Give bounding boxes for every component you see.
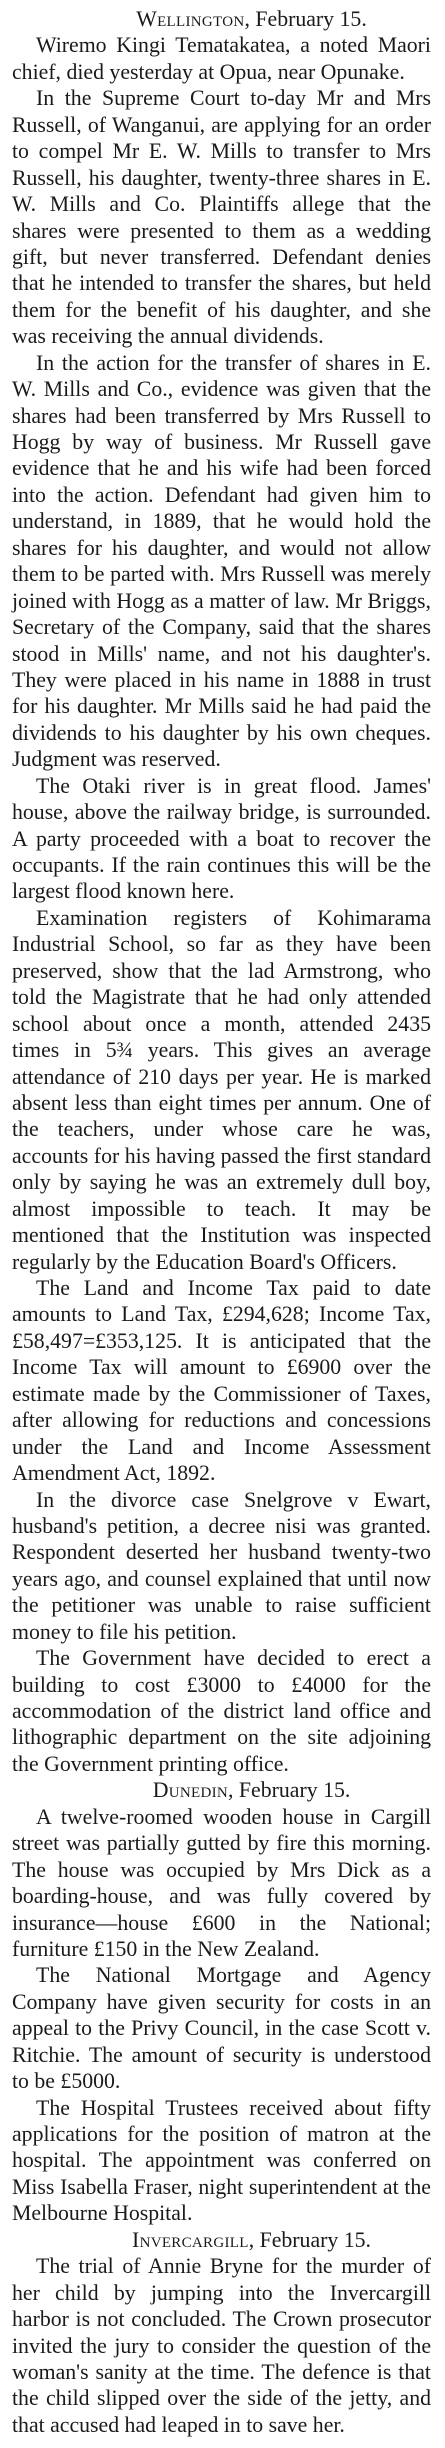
paragraph: Examination registers of Kohimarama Industrial School, so far as they have been preserved, show that the lad Armstrong, who told the Magistrate that he had only attended school about once a month, attended 2435 times in 5¾ years. This gives an average attendance of 210 days per year. He is marked absent less than eight times per annum. One of the teachers, under whose care he was, accounts for his having passed the first standard only by saying he was an extremely dull boy, almost impossible to teach. It may be mentioned that the Institution was inspected regularly by the Education Board's Officers. bbox=[12, 905, 431, 1274]
paragraph: In the divorce case Snelgrove v Ewart, husband's petition, a decree nisi was granted. Respondent deserted her husband twenty-two years ago, and counsel explained that until now the petitioner was unable to raise sufficient money to file his petition. bbox=[12, 1487, 431, 1644]
paragraph: The Land and Income Tax paid to date amounts to Land Tax, £294,628; Income Tax, £58,497=£353,125. It is anticipated that the Income Tax will amount to £6900 over the estimate made by the Commissioner of Taxes, after allowing for reductions and concessions under the Land and Income Assessment Amendment Act, 1892. bbox=[12, 1276, 431, 1486]
dateline-wellington bbox=[12, 6, 431, 32]
dunedin-section bbox=[12, 1777, 431, 2226]
paragraph: The Government have decided to erect a building to cost £3000 to £4000 for the accommodation of the district land office and lithographic department on the site adjoining the Government printing office. bbox=[12, 1646, 431, 1776]
dateline-date: , February 15. bbox=[228, 1778, 351, 1803]
paragraph: The trial of Annie Bryne for the murder of her child by jumping into the Invercargill harbor is not concluded. The Crown prosecutor invited the jury to consider the question of the woman's sanity at the time. The defence is that the child slipped over the side of the jetty, and that accused had leaped in to save her. bbox=[12, 2254, 431, 2437]
paragraph: In the action for the transfer of shares in E. W. Mills and Co., evidence was given that the shares had been transferred by Mrs Russell to Hogg by way of business. Mr Russell gave evidence that he and his wife had been forced into the action. Defendant had given him to understand, in 1889, that he would hold the shares for his daughter, and would not allow them to be parted with. Mrs Russell was merely joined with Hogg as a matter of law. Mr Briggs, Secretary of the Company, said that the shares stood in Mills' name, and not his daughter's. They were placed in his name in 1888 in trust for his daughter. Mr Mills said he had paid the dividends to his daughter by his own cheques. Judgment was reserved. bbox=[12, 350, 431, 772]
dateline-date: , February 15. bbox=[244, 7, 367, 31]
paragraph: The Hospital Trustees received about fifty applications for the position of matron at the hospital. The appointment was conferred on Miss Isabella Fraser, night superintendent at the Melbourne Hospital. bbox=[12, 2095, 431, 2226]
wellington-section bbox=[12, 6, 431, 1777]
dateline-place: Wellington bbox=[136, 7, 245, 31]
paragraph: The National Mortgage and Agency Company have given security for costs in an appeal to the Privy Council, in the case Scott v. Ritchie. The amount of security is understood to be £5000. bbox=[12, 1963, 431, 2094]
dateline-place: Dunedin bbox=[152, 1778, 229, 1803]
dateline-invercargill bbox=[12, 2227, 431, 2253]
dateline-dunedin bbox=[12, 1777, 431, 1803]
paragraph: Wiremo Kingi Tematakatea, a noted Maori chief, died yesterday at Opua, near Opunake. bbox=[12, 33, 431, 84]
dateline-date: , February 15. bbox=[248, 2227, 371, 2252]
invercargill-section bbox=[12, 2227, 431, 2439]
paragraph: A twelve-roomed wooden house in Cargill street was partially gutted by fire this morning. The house was occupied by Mrs Dick as a boarding-house, and was fully covered by insurance—house £600 in the National; furniture £150 in the New Zealand. bbox=[12, 1804, 431, 1961]
paragraph: In the Supreme Court to-day Mr and Mrs Russell, of Wanganui, are applying for an order to compel Mr E. W. Mills to transfer to Mrs Russell, his daughter, twenty-three shares in E. W. Mills and Co. Plaintiffs allege that the shares were presented to them as a wedding gift, but never transferred. Defendant denies that he intended to transfer the shares, but held them for the benefit of his daughter, and she was receiving the annual dividends. bbox=[12, 86, 431, 349]
paragraph: The Otaki river is in great flood. James' house, above the railway bridge, is surrounded. A party proceeded with a boat to recover the occupants. If the rain continues this will be the largest flood known here. bbox=[12, 773, 431, 904]
dateline-place: Invercargill bbox=[132, 2227, 249, 2252]
